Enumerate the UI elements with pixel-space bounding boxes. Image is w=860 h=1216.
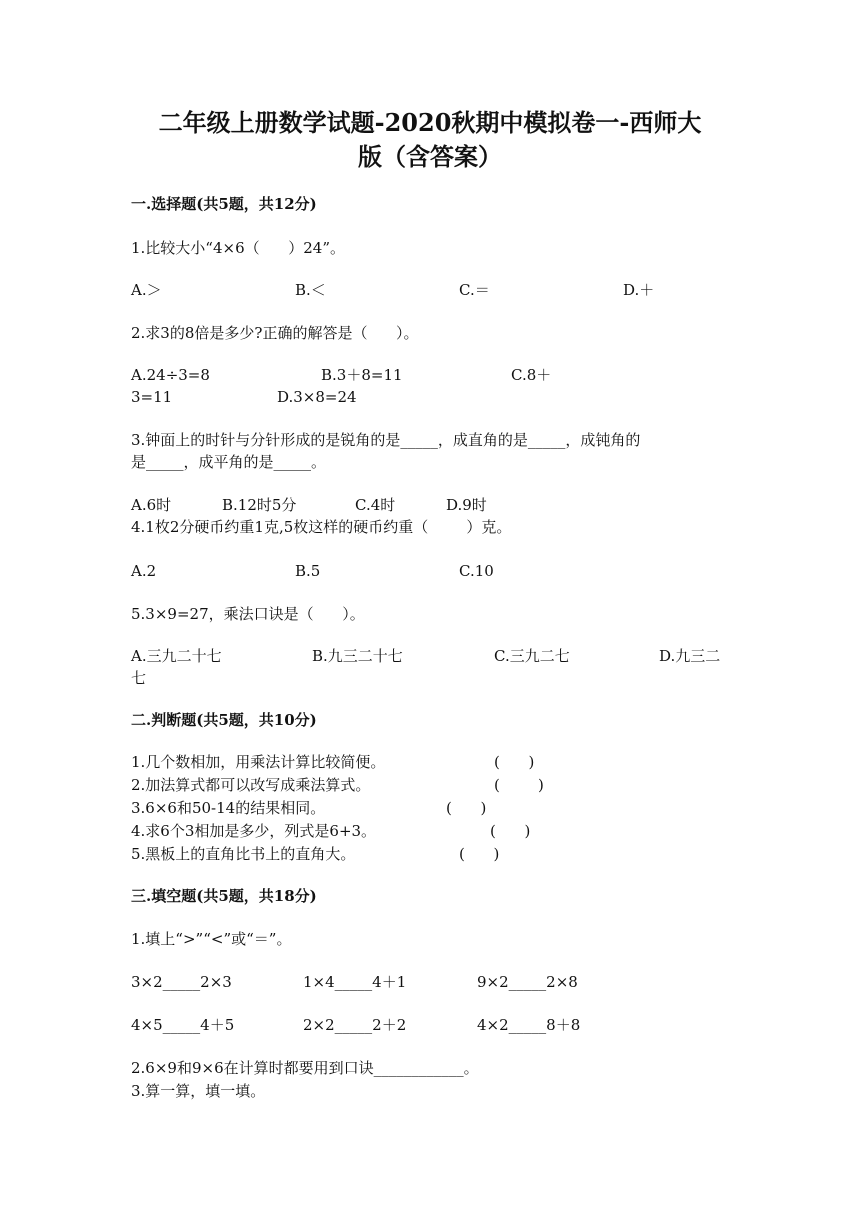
q5-option-d: D.九三二 xyxy=(659,647,721,665)
compare-item: 3×2_____2×3 xyxy=(131,973,232,991)
fill-q2: 2.6×9和9×6在计算时都要用到口诀____________。 xyxy=(131,1059,479,1077)
fill-q3: 3.算一算，填一填。 xyxy=(131,1082,266,1100)
q2-option-c: C.8＋ xyxy=(511,366,552,384)
q2-option-a: A.24÷3=8 xyxy=(131,366,210,384)
q1-stem: 1.比较大小“4×6（ ）24”。 xyxy=(131,239,345,257)
q5-stem: 5.3×9=27，乘法口诀是（ ）。 xyxy=(131,605,365,623)
judge-item-2: 2.加法算式都可以改写成乘法算式。 xyxy=(131,776,371,794)
page-title-line2: 版（含答案） xyxy=(358,142,502,171)
judge-item-5: 5.黑板上的直角比书上的直角大。 xyxy=(131,845,356,863)
q3-option-a: A.6时 xyxy=(131,496,172,514)
q2-stem: 2.求3的8倍是多少?正确的解答是（ ）。 xyxy=(131,324,419,342)
judge-item-4-paren: ( ) xyxy=(490,822,531,840)
q3-stem-line2: 是_____，成平角的是_____。 xyxy=(131,453,327,471)
judge-item-5-paren: ( ) xyxy=(459,845,500,863)
q4-option-c: C.10 xyxy=(459,562,494,580)
compare-item: 4×2_____8＋8 xyxy=(477,1016,581,1034)
judge-item-4: 4.求6个3相加是多少，列式是6+3。 xyxy=(131,822,377,840)
q2-option-d: D.3×8=24 xyxy=(277,388,357,406)
judge-item-3-paren: ( ) xyxy=(446,799,487,817)
q3-option-b: B.12时5分 xyxy=(222,496,297,514)
q4-option-a: A.2 xyxy=(131,562,157,580)
fill-q1-stem: 1.填上“>”“<”或“＝”。 xyxy=(131,930,292,948)
compare-item: 9×2_____2×8 xyxy=(477,973,578,991)
section1-heading: 一.选择题(共5题，共12分) xyxy=(131,195,317,213)
q5-option-a: A.三九二十七 xyxy=(131,647,222,665)
section2-heading: 二.判断题(共5题，共10分) xyxy=(131,711,317,729)
q1-option-b: B.＜ xyxy=(295,281,326,299)
q3-option-c: C.4时 xyxy=(355,496,396,514)
compare-item: 1×4_____4＋1 xyxy=(303,973,407,991)
q2-option-b: B.3＋8=11 xyxy=(321,366,403,384)
q5-option-c: C.三九二七 xyxy=(494,647,570,665)
q5-option-b: B.九三二十七 xyxy=(312,647,403,665)
q5-option-d-cont: 七 xyxy=(131,669,147,687)
q1-option-a: A.＞ xyxy=(131,281,162,299)
section3-heading: 三.填空题(共5题，共18分) xyxy=(131,887,317,905)
q3-option-d: D.9时 xyxy=(446,496,487,514)
q1-option-d: D.＋ xyxy=(623,281,655,299)
judge-item-1: 1.几个数相加，用乘法计算比较简便。 xyxy=(131,753,386,771)
q4-stem: 4.1枚2分硬币约重1克,5枚这样的硬币约重（ ）克。 xyxy=(131,518,512,536)
q2-option-c-cont: 3=11 xyxy=(131,388,173,406)
q4-option-b: B.5 xyxy=(295,562,321,580)
judge-item-1-paren: ( ) xyxy=(494,753,535,771)
judge-item-3: 3.6×6和50-14的结果相同。 xyxy=(131,799,326,817)
q3-stem-line1: 3.钟面上的时针与分针形成的是锐角的是_____，成直角的是_____，成钝角的 xyxy=(131,431,641,449)
compare-item: 4×5_____4＋5 xyxy=(131,1016,235,1034)
page-title-line1: 二年级上册数学试题-2020秋期中模拟卷一-西师大 xyxy=(158,108,702,137)
q1-option-c: C.＝ xyxy=(459,281,490,299)
judge-item-2-paren: ( ) xyxy=(494,776,544,794)
compare-item: 2×2_____2＋2 xyxy=(303,1016,407,1034)
